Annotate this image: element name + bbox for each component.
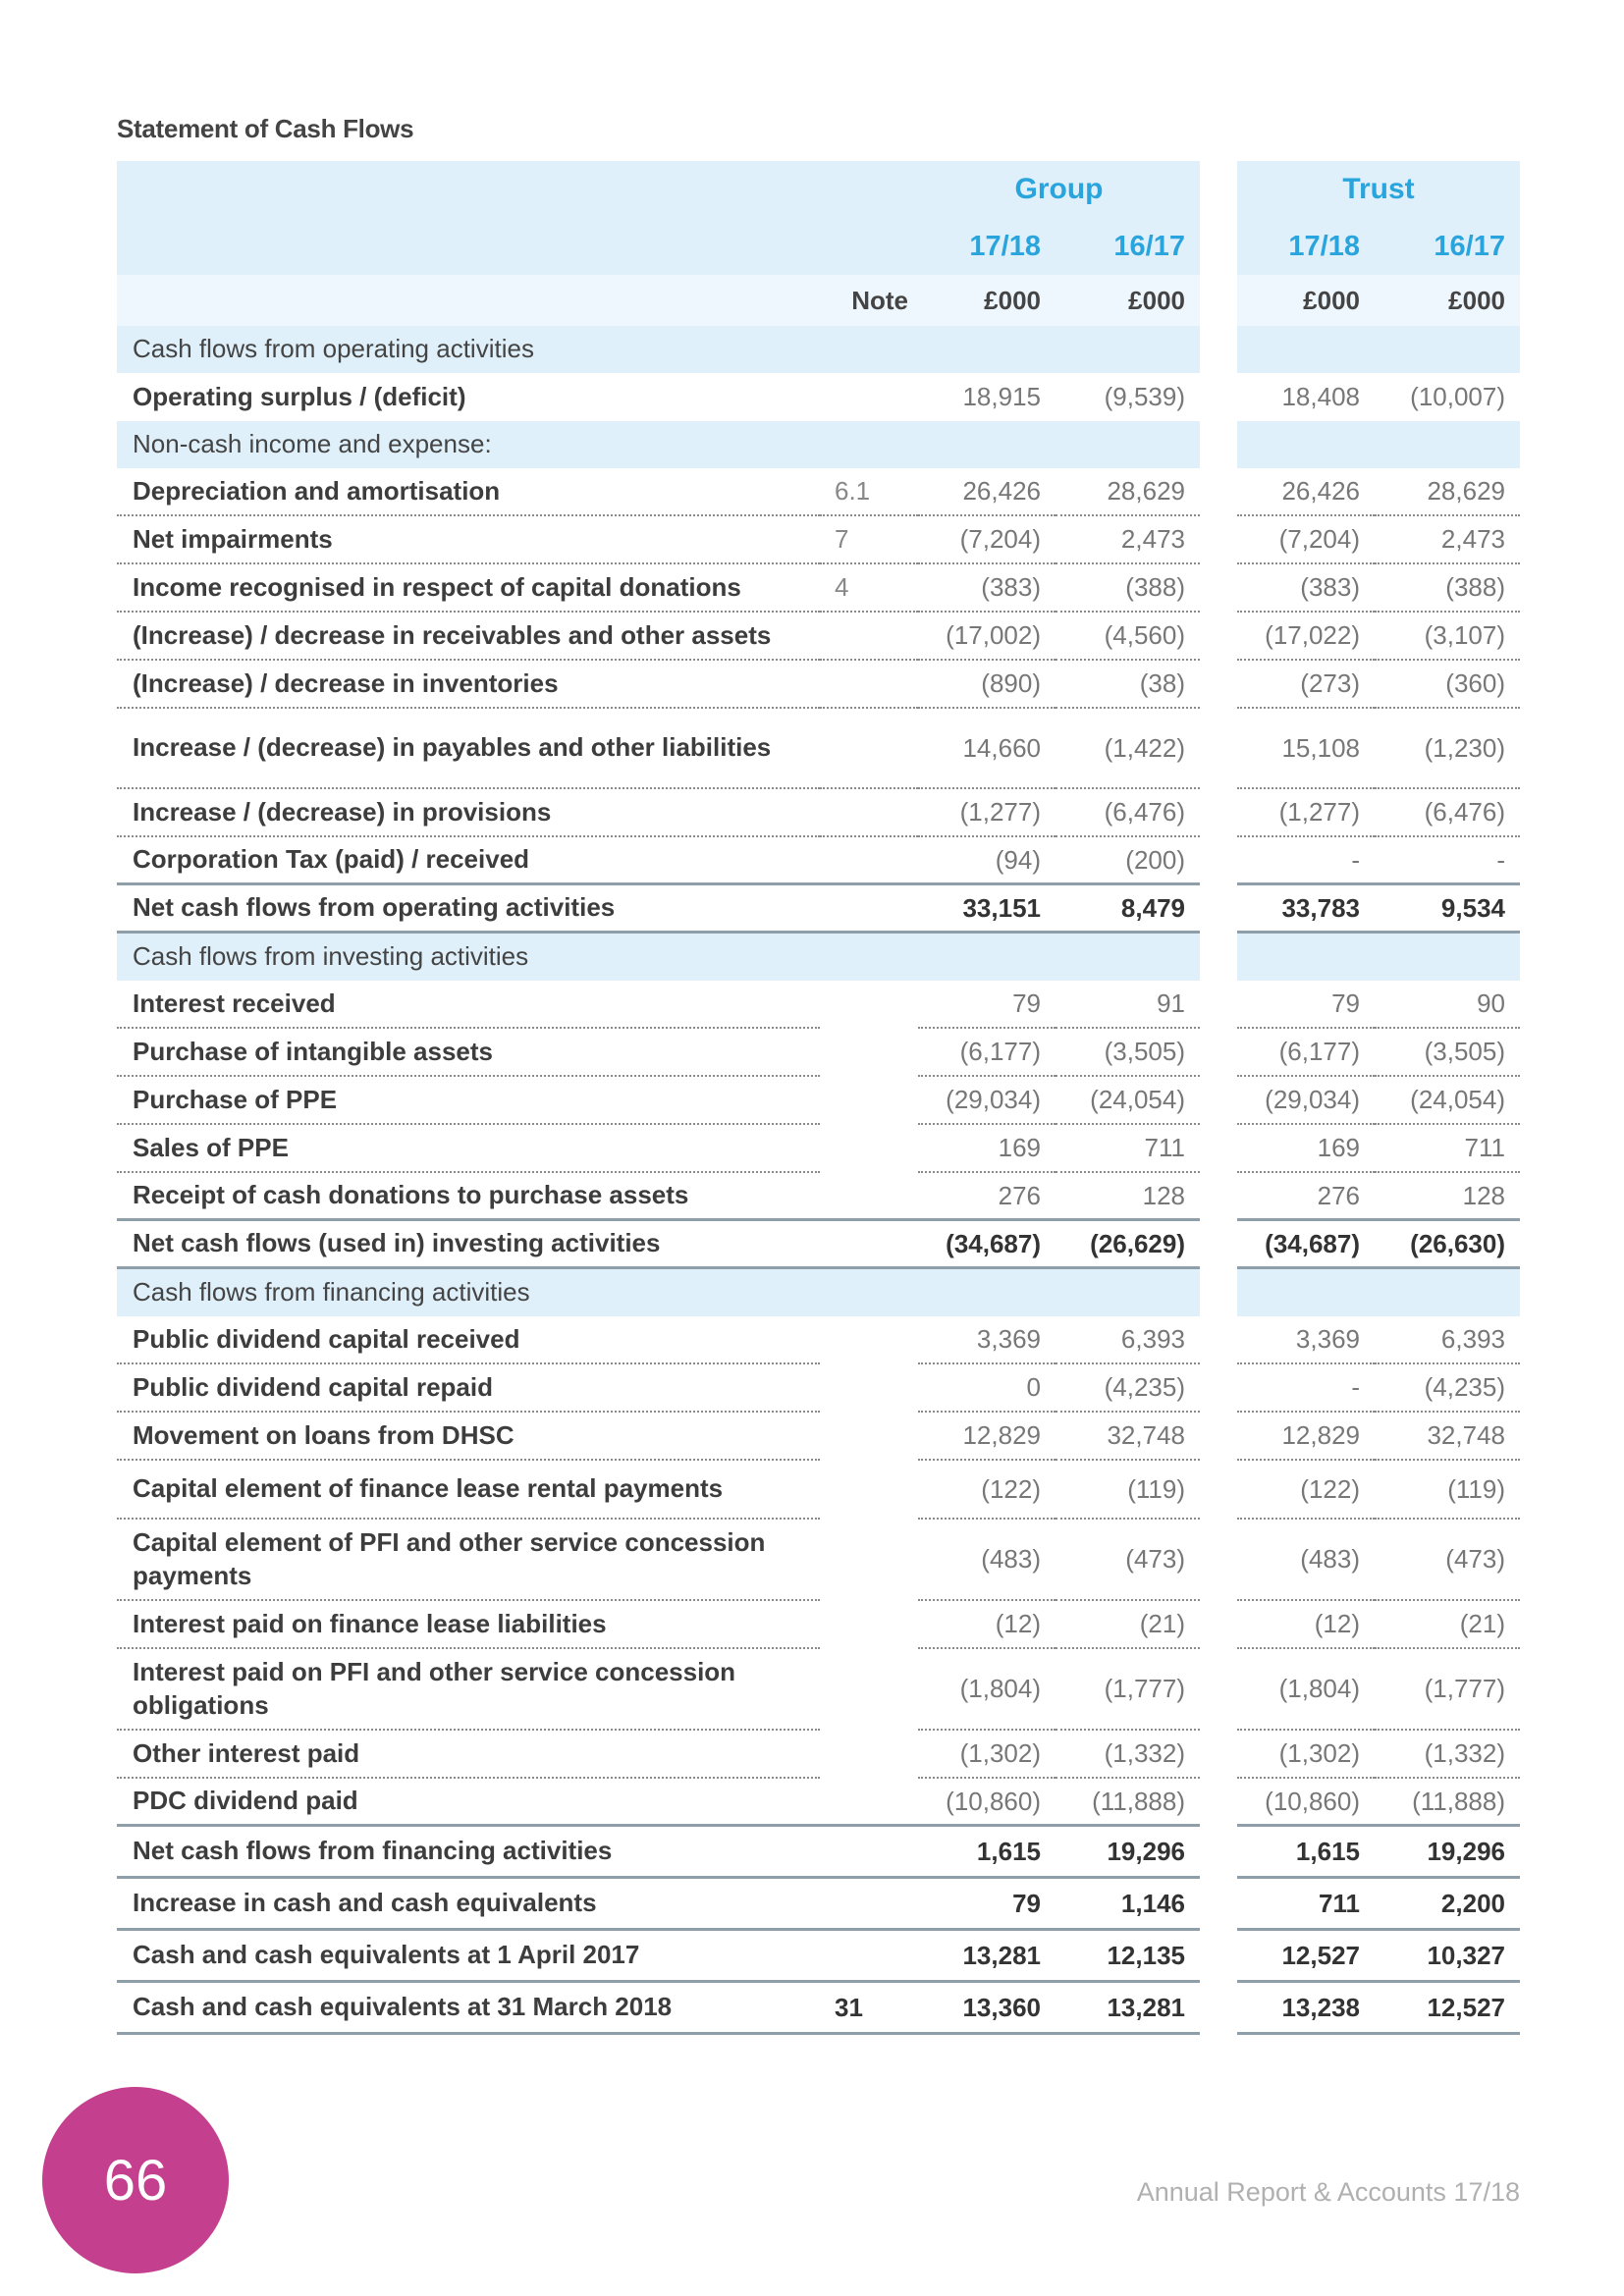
value-group-1617: 2,473 (1056, 516, 1200, 564)
value-group-1617: 12,135 (1056, 1931, 1200, 1983)
note-cell (820, 789, 918, 837)
column-gap (1200, 1601, 1237, 1649)
value-trust-1617: (473) (1375, 1520, 1520, 1601)
value-group-1617: (119) (1056, 1461, 1200, 1520)
value-cell (918, 326, 1056, 373)
note-cell (820, 1520, 918, 1601)
value-cell (1056, 1269, 1200, 1316)
row-label: Other interest paid (117, 1731, 820, 1779)
table-row (117, 373, 1520, 421)
value-trust-1718: (29,034) (1237, 1077, 1375, 1125)
value-group-1617: 711 (1056, 1125, 1200, 1173)
section-header-row (117, 421, 1520, 468)
value-group-1617: (6,476) (1056, 789, 1200, 837)
value-trust-1617: 10,327 (1375, 1931, 1520, 1983)
value-group-1718: 79 (918, 1879, 1056, 1931)
value-trust-1617: (360) (1375, 661, 1520, 709)
table-row (117, 564, 1520, 613)
value-trust-1718: (17,022) (1237, 613, 1375, 661)
column-gap (1200, 1731, 1237, 1779)
value-group-1617: 8,479 (1056, 885, 1200, 934)
value-trust-1617: (1,777) (1375, 1649, 1520, 1731)
column-gap (1200, 1879, 1237, 1931)
value-cell (918, 934, 1056, 981)
row-label: Sales of PPE (117, 1125, 820, 1173)
table-row (117, 1364, 1520, 1413)
value-trust-1718: 1,615 (1237, 1827, 1375, 1879)
value-trust-1718: 276 (1237, 1173, 1375, 1221)
column-gap (1200, 1827, 1237, 1879)
value-trust-1617: (388) (1375, 564, 1520, 613)
value-trust-1718: (10,860) (1237, 1779, 1375, 1827)
column-gap (1200, 1125, 1237, 1173)
value-trust-1718: 15,108 (1237, 709, 1375, 789)
value-cell (1056, 934, 1200, 981)
row-label: Interest paid on finance lease liabilities (117, 1601, 820, 1649)
note-cell (820, 421, 918, 468)
value-trust-1718: (1,277) (1237, 789, 1375, 837)
row-label: Purchase of intangible assets (117, 1029, 820, 1077)
column-gap (1200, 468, 1237, 516)
column-gap (1200, 661, 1237, 709)
value-group-1617: 19,296 (1056, 1827, 1200, 1879)
value-trust-1617: (26,630) (1375, 1221, 1520, 1269)
value-group-1617: 13,281 (1056, 1983, 1200, 2035)
value-trust-1617: 9,534 (1375, 885, 1520, 934)
note-cell (820, 1461, 918, 1520)
value-group-1718: (12) (918, 1601, 1056, 1649)
header-unit-row (117, 275, 1520, 326)
value-group-1617: (4,560) (1056, 613, 1200, 661)
table-row (117, 1731, 1520, 1779)
value-trust-1617: (10,007) (1410, 382, 1505, 411)
column-gap (1200, 1173, 1237, 1221)
table-row (117, 1649, 1520, 1731)
section-header-row (117, 934, 1520, 981)
value-group-1718: (7,204) (918, 516, 1056, 564)
value-trust-1617: (1,332) (1375, 1731, 1520, 1779)
value-trust-1617: 90 (1375, 981, 1520, 1029)
value-trust-1617: 6,393 (1375, 1316, 1520, 1364)
table-row (117, 1125, 1520, 1173)
row-label: Movement on loans from DHSC (117, 1413, 820, 1461)
row-label: Net impairments (117, 516, 820, 564)
value-trust-1718: 711 (1237, 1879, 1375, 1931)
value-group-1718: 14,660 (918, 709, 1056, 789)
value-trust-1718: 12,527 (1237, 1931, 1375, 1983)
year-group-1617: 16/17 (1056, 218, 1200, 275)
row-label: Cash and cash equivalents at 1 April 2017 (117, 1931, 820, 1983)
section-label: Cash flows from operating activities (117, 326, 820, 373)
table-body (117, 326, 1520, 2035)
value-group-1718: (29,034) (918, 1077, 1056, 1125)
value-trust-1617: 12,527 (1375, 1983, 1520, 2035)
column-gap (1200, 1779, 1237, 1827)
value-cell (1375, 326, 1520, 373)
row-label: PDC dividend paid (117, 1779, 820, 1827)
row-label: Corporation Tax (paid) / received (117, 837, 820, 885)
table-row (117, 468, 1520, 516)
value-cell (1375, 1269, 1520, 1316)
table-row (117, 1029, 1520, 1077)
column-gap (1200, 1931, 1237, 1983)
value-trust-1617: 128 (1375, 1173, 1520, 1221)
column-gap (1200, 837, 1237, 885)
value-trust-1617: (1,230) (1375, 709, 1520, 789)
value-cell (1375, 421, 1520, 468)
value-group-1718: 13,360 (918, 1983, 1056, 2035)
note-cell (820, 1931, 918, 1983)
note-cell (820, 1601, 918, 1649)
note-cell (820, 837, 918, 885)
table-row (117, 837, 1520, 885)
unit-group-1718: £000 (918, 275, 1056, 326)
value-cell (1237, 421, 1375, 468)
value-trust-1617: 32,748 (1375, 1413, 1520, 1461)
value-group-1718: 26,426 (918, 468, 1056, 516)
section-label: Cash flows from investing activities (117, 934, 820, 981)
column-gap (1200, 1029, 1237, 1077)
value-cell (1237, 326, 1375, 373)
value-trust-1617: 711 (1375, 1125, 1520, 1173)
value-group-1617: (4,235) (1056, 1364, 1200, 1413)
row-label: Increase / (decrease) in payables and other liabilities (117, 709, 820, 789)
value-trust-1718: (1,804) (1237, 1649, 1375, 1731)
table-row (117, 1879, 1520, 1931)
note-cell (820, 1364, 918, 1413)
value-trust-1718: 18,408 (1281, 382, 1360, 411)
value-cell (1237, 1269, 1375, 1316)
column-gap (1200, 421, 1237, 468)
row-label: Interest received (117, 981, 820, 1029)
value-trust-1617: 2,473 (1375, 516, 1520, 564)
column-gap (1200, 934, 1237, 981)
page-title: Statement of Cash Flows (117, 114, 414, 143)
table-row (117, 1173, 1520, 1221)
row-label: Public dividend capital received (117, 1316, 820, 1364)
value-trust-1617: (119) (1375, 1461, 1520, 1520)
column-gap (1200, 1983, 1237, 2035)
value-trust-1718: (273) (1237, 661, 1375, 709)
value-group-1617: (3,505) (1056, 1029, 1200, 1077)
row-label: Income recognised in respect of capital donations (117, 564, 820, 613)
row-label: Net cash flows from operating activities (117, 885, 820, 934)
note-cell (820, 885, 918, 934)
table-row (117, 516, 1520, 564)
row-label: Purchase of PPE (117, 1077, 820, 1125)
page-number: 66 (103, 2148, 168, 2213)
value-group-1617: (388) (1056, 564, 1200, 613)
cash-flow-table (117, 161, 1520, 2035)
table-row (117, 1779, 1520, 1827)
column-gap (1200, 613, 1237, 661)
column-gap (1200, 1461, 1237, 1520)
row-label: (Increase) / decrease in inventories (117, 661, 820, 709)
table-row (117, 1316, 1520, 1364)
note-cell (820, 1649, 918, 1731)
value-trust-1718: (6,177) (1237, 1029, 1375, 1077)
column-gap (1200, 1269, 1237, 1316)
unit-group-1617: £000 (1056, 275, 1200, 326)
note-cell: 6.1 (820, 468, 918, 516)
value-cell (1056, 326, 1200, 373)
note-cell (820, 326, 918, 373)
value-trust-1718: (122) (1237, 1461, 1375, 1520)
value-trust-1617: (6,476) (1375, 789, 1520, 837)
row-label: Cash and cash equivalents at 31 March 2018 (117, 1983, 820, 2035)
value-trust-1617: 28,629 (1375, 468, 1520, 516)
table-row (117, 709, 1520, 789)
value-group-1718: (17,002) (918, 613, 1056, 661)
value-trust-1718: 3,369 (1237, 1316, 1375, 1364)
value-trust-1718: 12,829 (1237, 1413, 1375, 1461)
value-group-1718: 169 (918, 1125, 1056, 1173)
row-label: Interest paid on PFI and other service concession obligations (117, 1649, 820, 1731)
note-cell (820, 1125, 918, 1173)
column-gap (1200, 981, 1237, 1029)
value-group-1718: 18,915 (962, 382, 1041, 411)
value-group-1617: (21) (1056, 1601, 1200, 1649)
table-row (117, 1931, 1520, 1983)
value-trust-1718: - (1237, 1364, 1375, 1413)
note-cell (820, 1779, 918, 1827)
table-row (117, 1077, 1520, 1125)
row-label: Capital element of PFI and other service concession payments (117, 1520, 820, 1601)
page-number-badge (42, 2087, 229, 2273)
section-label: Cash flows from financing activities (117, 1269, 820, 1316)
note-cell (820, 1731, 918, 1779)
table-row (117, 1221, 1520, 1269)
column-gap (1200, 1316, 1237, 1364)
value-group-1718: 0 (918, 1364, 1056, 1413)
value-group-1617: 6,393 (1056, 1316, 1200, 1364)
value-trust-1617: (11,888) (1375, 1779, 1520, 1827)
value-group-1617: (473) (1056, 1520, 1200, 1601)
year-group-1718: 17/18 (918, 218, 1056, 275)
unit-trust-1617: £000 (1375, 275, 1520, 326)
value-trust-1617: (24,054) (1375, 1077, 1520, 1125)
value-group-1617: (1,332) (1056, 1731, 1200, 1779)
table-row (117, 613, 1520, 661)
note-cell (820, 981, 918, 1029)
note-cell (820, 661, 918, 709)
value-group-1718: (34,687) (918, 1221, 1056, 1269)
row-label: Operating surplus / (deficit) (133, 381, 466, 411)
value-group-1718: (1,277) (918, 789, 1056, 837)
value-group-1718: 276 (918, 1173, 1056, 1221)
value-group-1718: (6,177) (918, 1029, 1056, 1077)
value-cell (918, 1269, 1056, 1316)
value-trust-1718: (7,204) (1237, 516, 1375, 564)
year-trust-1718: 17/18 (1237, 218, 1375, 275)
column-gap (1200, 1413, 1237, 1461)
value-trust-1718: (1,302) (1237, 1731, 1375, 1779)
value-group-1617: (11,888) (1056, 1779, 1200, 1827)
row-label: Public dividend capital repaid (117, 1364, 820, 1413)
value-trust-1718: 26,426 (1237, 468, 1375, 516)
value-group-1718: (122) (918, 1461, 1056, 1520)
table-row (117, 1601, 1520, 1649)
value-group-1718: 33,151 (918, 885, 1056, 934)
note-cell (820, 1413, 918, 1461)
value-trust-1617: (3,505) (1375, 1029, 1520, 1077)
value-group-1617: (9,539) (1104, 382, 1185, 411)
section-header-row (117, 326, 1520, 373)
note-cell (820, 1316, 918, 1364)
section-header-row (117, 1269, 1520, 1316)
table-row (117, 1461, 1520, 1520)
row-label: Net cash flows from financing activities (117, 1827, 820, 1879)
value-trust-1617: (3,107) (1375, 613, 1520, 661)
value-group-1718: 79 (918, 981, 1056, 1029)
row-label: Receipt of cash donations to purchase assets (117, 1173, 820, 1221)
row-label: Increase in cash and cash equivalents (117, 1879, 820, 1931)
value-trust-1718: - (1237, 837, 1375, 885)
note-cell (820, 709, 918, 789)
value-group-1617: 1,146 (1056, 1879, 1200, 1931)
value-cell (1375, 934, 1520, 981)
value-group-1718: 12,829 (918, 1413, 1056, 1461)
value-group-1718: 13,281 (918, 1931, 1056, 1983)
column-gap (1200, 1649, 1237, 1731)
value-trust-1617: 19,296 (1375, 1827, 1520, 1879)
value-group-1617: 32,748 (1056, 1413, 1200, 1461)
row-label: Depreciation and amortisation (117, 468, 820, 516)
column-gap (1200, 1520, 1237, 1601)
value-trust-1718: 33,783 (1237, 885, 1375, 934)
value-cell (1237, 934, 1375, 981)
value-group-1718: 3,369 (918, 1316, 1056, 1364)
trust-heading: Trust (1237, 161, 1520, 218)
column-gap (1200, 1077, 1237, 1125)
value-group-1617: 91 (1056, 981, 1200, 1029)
note-cell (820, 1827, 918, 1879)
note-cell: 7 (820, 516, 918, 564)
value-group-1617: (200) (1056, 837, 1200, 885)
value-trust-1718: 13,238 (1237, 1983, 1375, 2035)
table-row (117, 1520, 1520, 1601)
value-group-1617: 28,629 (1056, 468, 1200, 516)
note-cell (820, 1879, 918, 1931)
header-year-row (117, 218, 1520, 275)
value-group-1617: (38) (1056, 661, 1200, 709)
table-row (117, 885, 1520, 934)
value-group-1617: (1,422) (1056, 709, 1200, 789)
value-group-1617: 128 (1056, 1173, 1200, 1221)
group-heading: Group (918, 161, 1200, 218)
year-trust-1617: 16/17 (1375, 218, 1520, 275)
column-gap (1200, 1221, 1237, 1269)
column-gap (1200, 709, 1237, 789)
note-cell (820, 613, 918, 661)
note-cell (820, 1221, 918, 1269)
row-label: Net cash flows (used in) investing activities (117, 1221, 820, 1269)
row-label: (Increase) / decrease in receivables and other assets (117, 613, 820, 661)
note-cell: 31 (820, 1983, 918, 2035)
note-cell (820, 1077, 918, 1125)
value-group-1718: (890) (918, 661, 1056, 709)
header-entity-row (117, 161, 1520, 218)
table-row (117, 981, 1520, 1029)
value-trust-1718: (34,687) (1237, 1221, 1375, 1269)
section-label: Non-cash income and expense: (117, 421, 820, 468)
note-cell (820, 934, 918, 981)
table-row (117, 789, 1520, 837)
value-trust-1617: - (1375, 837, 1520, 885)
value-group-1718: (483) (918, 1520, 1056, 1601)
column-gap (1200, 326, 1237, 373)
note-cell (820, 1173, 918, 1221)
unit-trust-1718: £000 (1237, 275, 1375, 326)
table-row (117, 1413, 1520, 1461)
value-trust-1617: 2,200 (1375, 1879, 1520, 1931)
row-label: Capital element of finance lease rental payments (117, 1461, 820, 1520)
value-trust-1718: (383) (1237, 564, 1375, 613)
value-group-1718: (383) (918, 564, 1056, 613)
value-cell (1056, 421, 1200, 468)
value-trust-1718: 169 (1237, 1125, 1375, 1173)
value-trust-1718: 79 (1237, 981, 1375, 1029)
column-gap (1200, 564, 1237, 613)
column-gap (1200, 789, 1237, 837)
value-group-1617: (1,777) (1056, 1649, 1200, 1731)
value-group-1718: (1,302) (918, 1731, 1056, 1779)
value-group-1718: (10,860) (918, 1779, 1056, 1827)
note-cell (820, 373, 918, 421)
value-group-1718: 1,615 (918, 1827, 1056, 1879)
value-trust-1617: (4,235) (1375, 1364, 1520, 1413)
note-cell (820, 1029, 918, 1077)
value-trust-1718: (483) (1237, 1520, 1375, 1601)
value-group-1718: (1,804) (918, 1649, 1056, 1731)
column-gap (1200, 885, 1237, 934)
value-trust-1718: (12) (1237, 1601, 1375, 1649)
column-gap (1200, 1364, 1237, 1413)
table-row (117, 1983, 1520, 2035)
value-group-1617: (24,054) (1056, 1077, 1200, 1125)
table-row (117, 661, 1520, 709)
publication-footer: Annual Report & Accounts 17/18 (1136, 2177, 1520, 2207)
value-cell (918, 421, 1056, 468)
column-gap (1200, 373, 1237, 421)
value-group-1617: (26,629) (1056, 1221, 1200, 1269)
note-cell (820, 1269, 918, 1316)
note-heading: Note (820, 275, 918, 326)
note-cell: 4 (820, 564, 918, 613)
value-trust-1617: (21) (1375, 1601, 1520, 1649)
table-row (117, 1827, 1520, 1879)
row-label: Increase / (decrease) in provisions (117, 789, 820, 837)
value-group-1718: (94) (918, 837, 1056, 885)
column-gap (1200, 516, 1237, 564)
